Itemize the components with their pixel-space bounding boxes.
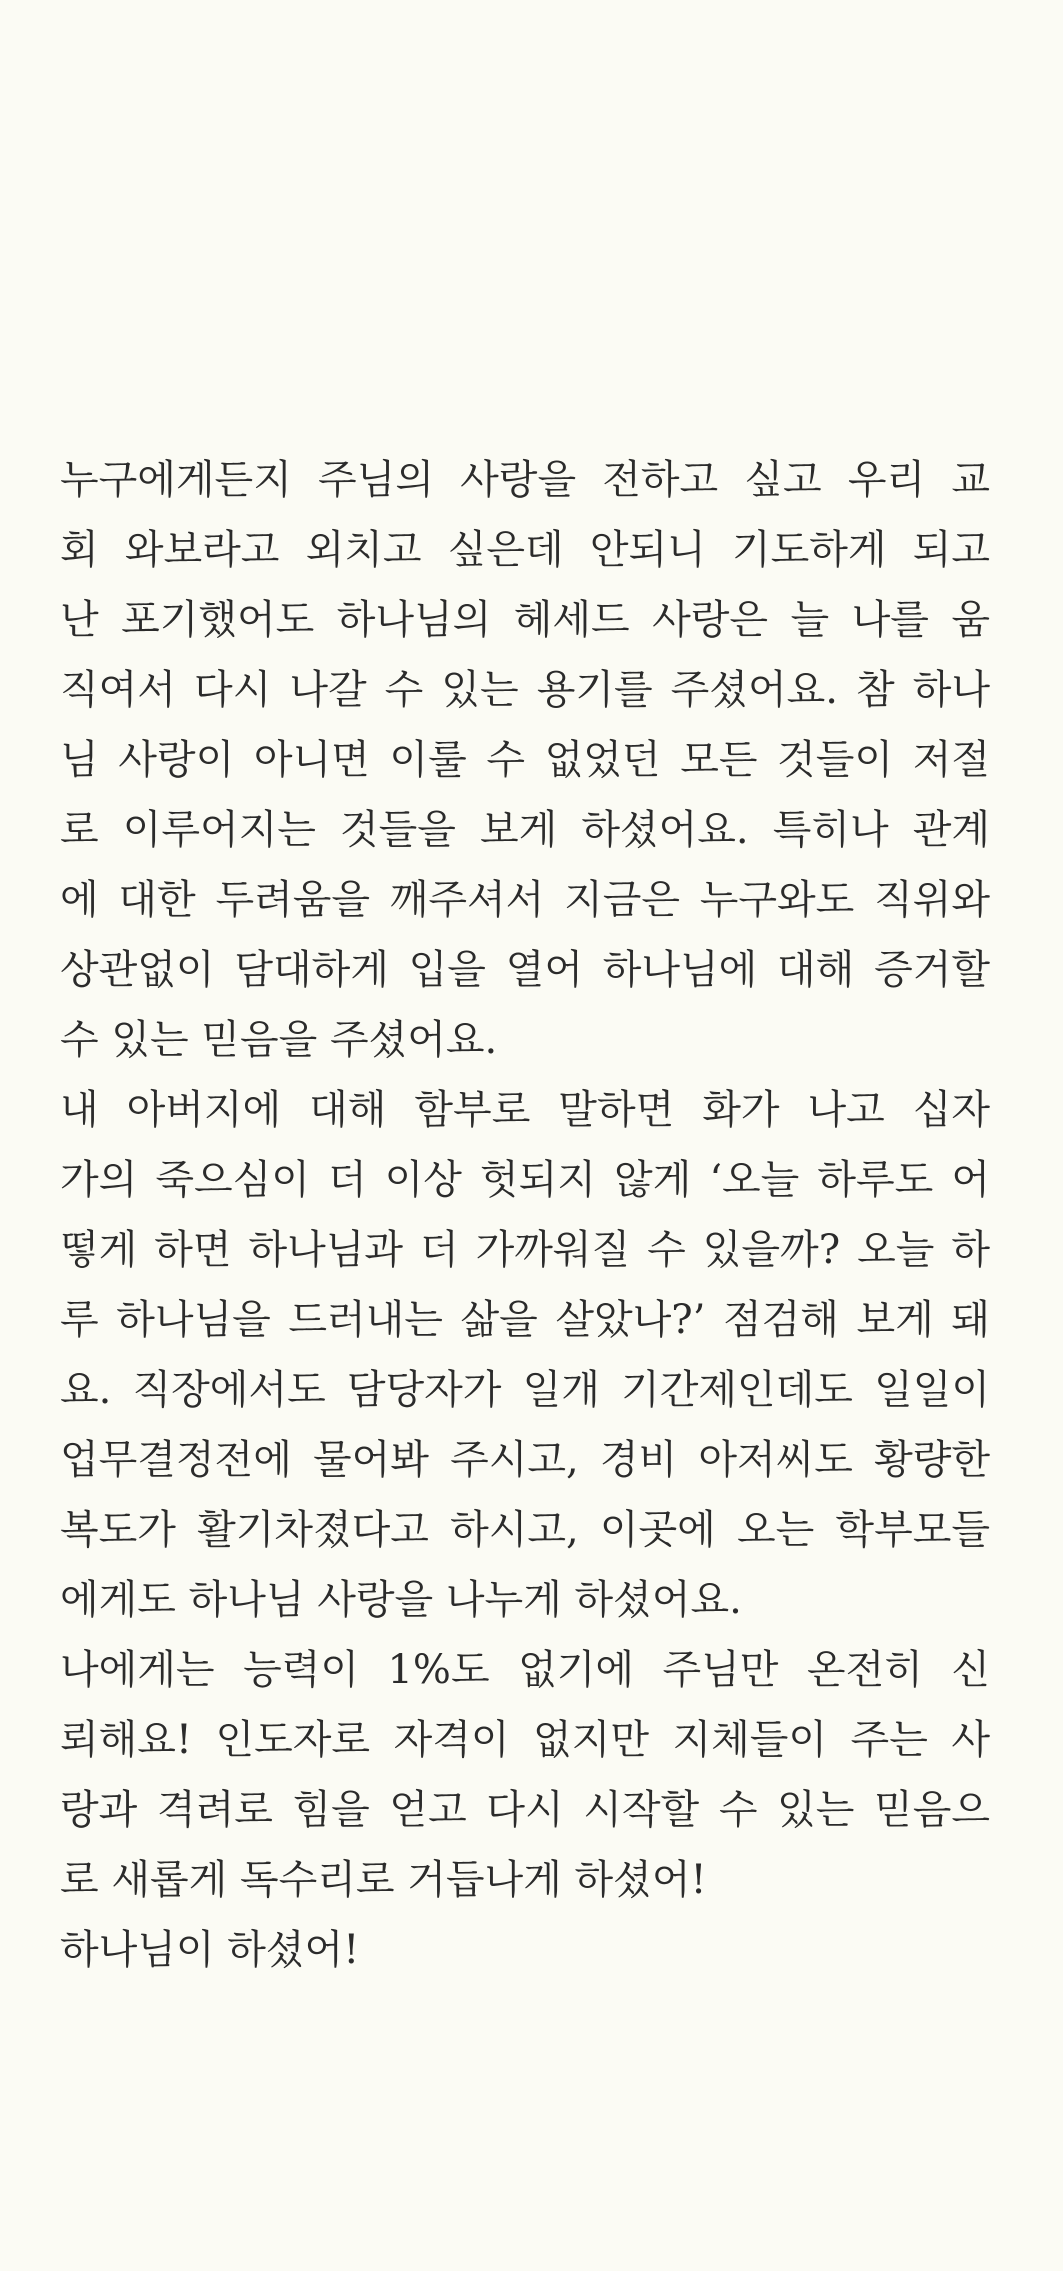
text-line: 복도가 활기차졌다고 하시고, 이곳에 오는 학부모들 bbox=[60, 1507, 990, 1553]
text-line: 회 와보라고 외치고 싶은데 안되니 기도하게 되고 bbox=[60, 527, 990, 573]
text-line: 루 하나님을 드러내는 삶을 살았나?’ 점검해 보게 돼 bbox=[60, 1297, 990, 1343]
text-line: 로 이루어지는 것들을 보게 하셨어요. 특히나 관계 bbox=[60, 807, 990, 853]
text-line: 하나님이 하셨어! bbox=[60, 1927, 360, 1973]
text-line: 가의 죽으심이 더 이상 헛되지 않게 ‘오늘 하루도 어 bbox=[60, 1157, 990, 1203]
text-line: 난 포기했어도 하나님의 헤세드 사랑은 늘 나를 움 bbox=[60, 597, 990, 643]
text-line: 누구에게든지 주님의 사랑을 전하고 싶고 우리 교 bbox=[60, 457, 990, 503]
paragraph-2 bbox=[60, 1075, 990, 1635]
text-line: 직여서 다시 나갈 수 있는 용기를 주셨어요. 참 하나 bbox=[60, 667, 990, 713]
text-line: 내 아버지에 대해 함부로 말하면 화가 나고 십자 bbox=[60, 1087, 990, 1133]
text-line: 님 사랑이 아니면 이룰 수 없었던 모든 것들이 저절 bbox=[60, 737, 990, 783]
text-line: 요. 직장에서도 담당자가 일개 기간제인데도 일일이 bbox=[60, 1367, 990, 1413]
text-line: 떻게 하면 하나님과 더 가까워질 수 있을까? 오늘 하 bbox=[60, 1227, 990, 1273]
text-line: 에게도 하나님 사랑을 나누게 하셨어요. bbox=[60, 1577, 742, 1623]
paragraph-3 bbox=[60, 1635, 990, 1915]
text-line: 로 새롭게 독수리로 거듭나게 하셨어! bbox=[60, 1857, 707, 1903]
paragraph-1 bbox=[60, 445, 990, 1075]
paragraph-4 bbox=[60, 1915, 990, 1985]
text-line: 에 대한 두려움을 깨주셔서 지금은 누구와도 직위와 bbox=[60, 877, 990, 923]
text-line: 뢰해요! 인도자로 자격이 없지만 지체들이 주는 사 bbox=[60, 1717, 990, 1763]
text-line: 나에게는 능력이 1%도 없기에 주님만 온전히 신 bbox=[60, 1647, 990, 1693]
text-line: 상관없이 담대하게 입을 열어 하나님에 대해 증거할 bbox=[60, 947, 990, 993]
text-line: 업무결정전에 물어봐 주시고, 경비 아저씨도 황량한 bbox=[60, 1437, 990, 1483]
text-line: 수 있는 믿음을 주셨어요. bbox=[60, 1017, 498, 1063]
body-text bbox=[60, 445, 990, 1985]
text-line: 랑과 격려로 힘을 얻고 다시 시작할 수 있는 믿음으 bbox=[60, 1787, 990, 1833]
